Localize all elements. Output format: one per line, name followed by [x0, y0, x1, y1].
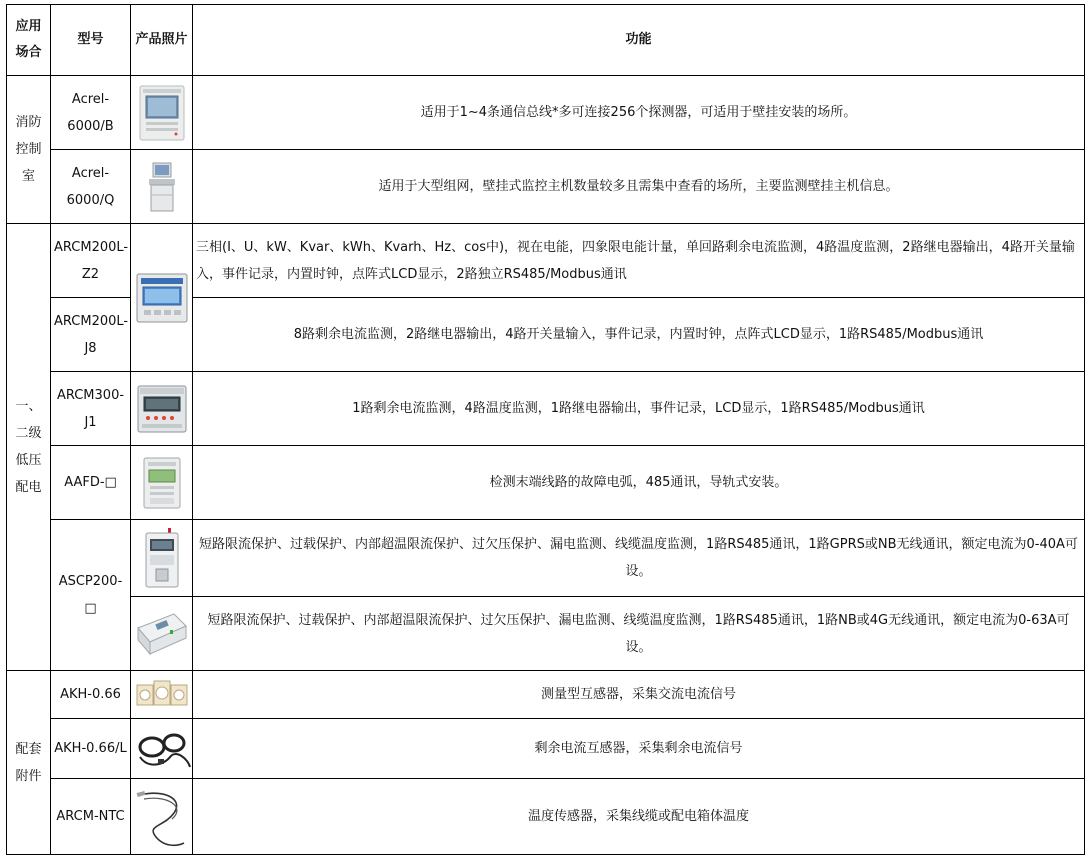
function-cell: 测量型互感器，采集交流电流信号	[193, 671, 1085, 719]
table-header-row	[7, 5, 1085, 76]
protector-horizontal-icon	[134, 606, 190, 662]
model-cell: AKH-0.66	[51, 671, 131, 719]
photo-cell	[131, 671, 193, 719]
model-cell: ASCP200-□	[51, 520, 131, 671]
table-row	[7, 372, 1085, 446]
header-photo: 产品照片	[131, 5, 193, 76]
table-row	[7, 224, 1085, 298]
table-row	[7, 520, 1085, 597]
protector-vertical-icon	[136, 527, 188, 589]
header-function: 功能	[193, 5, 1085, 76]
photo-cell	[131, 76, 193, 150]
category-accessories: 配套附件	[7, 671, 51, 855]
current-transformer-icon	[134, 675, 190, 715]
photo-cell	[131, 719, 193, 779]
model-cell: Acrel-6000/Q	[51, 150, 131, 224]
arc-detector-icon	[136, 454, 188, 512]
function-cell: 三相(I、U、kW、Kvar、kWh、Kvarh、Hz、cos中)，视在电能，四象限电能计量，单回路剩余电流监测，4路温度监测，2路继电器输出，4路开关量输入，事件记录，内置时钟，点阵式LCD显示，2路独立RS485/Modbus通讯	[193, 224, 1085, 298]
photo-cell	[131, 372, 193, 446]
function-cell: 检测末端线路的故障电弧，485通讯，导轨式安装。	[193, 446, 1085, 520]
photo-cell	[131, 446, 193, 520]
table-row	[7, 779, 1085, 855]
model-cell: AKH-0.66/L	[51, 719, 131, 779]
function-cell: 短路限流保护、过载保护、内部超温限流保护、过欠压保护、漏电监测、线缆温度监测，1路RS485通讯，1路NB或4G无线通讯，额定电流为0-63A可设。	[193, 597, 1085, 671]
temperature-sensor-icon	[134, 785, 190, 849]
table-row	[7, 76, 1085, 150]
function-cell: 剩余电流互感器，采集剩余电流信号	[193, 719, 1085, 779]
table-row	[7, 597, 1085, 671]
model-cell: ARCM-NTC	[51, 779, 131, 855]
photo-cell	[131, 520, 193, 597]
function-cell: 短路限流保护、过载保护、内部超温限流保护、过欠压保护、漏电监测、线缆温度监测，1路RS485通讯，1路GPRS或NB无线通讯，额定电流为0-40A可设。	[193, 520, 1085, 597]
function-cell: 1路剩余电流监测，4路温度监测，1路继电器输出，事件记录，LCD显示，1路RS485/Modbus通讯	[193, 372, 1085, 446]
table-row	[7, 446, 1085, 520]
table-row	[7, 719, 1085, 779]
product-spec-table	[6, 4, 1085, 855]
category-fire-control-room: 消防控制室	[7, 76, 51, 224]
table-row	[7, 150, 1085, 224]
wall-mounted-host-icon	[136, 84, 188, 142]
model-cell: Acrel-6000/B	[51, 76, 131, 150]
leakage-transformer-icon	[134, 727, 192, 771]
table-row	[7, 671, 1085, 719]
model-cell: AAFD-□	[51, 446, 131, 520]
header-model: 型号	[51, 5, 131, 76]
photo-cell	[131, 779, 193, 855]
photo-cell	[131, 597, 193, 671]
photo-cell	[131, 224, 193, 372]
function-cell: 8路剩余电流监测，2路继电器输出，4路开关量输入，事件记录，内置时钟，点阵式LCD显示，1路RS485/Modbus通讯	[193, 298, 1085, 372]
cabinet-host-icon	[142, 161, 182, 213]
function-cell: 适用于大型组网，壁挂式监控主机数量较多且需集中查看的场所，主要监测壁挂主机信息。	[193, 150, 1085, 224]
panel-meter-icon	[134, 271, 190, 325]
category-distribution: 一、二级低压配电	[7, 224, 51, 671]
photo-cell	[131, 150, 193, 224]
model-cell: ARCM200L-J8	[51, 298, 131, 372]
function-cell: 适用于1~4条通信总线*多可连接256个探测器，可适用于壁挂安装的场所。	[193, 76, 1085, 150]
model-cell: ARCM300-J1	[51, 372, 131, 446]
model-cell: ARCM200L-Z2	[51, 224, 131, 298]
din-rail-meter-icon	[134, 380, 190, 438]
header-category: 应用场合	[7, 5, 51, 76]
function-cell: 温度传感器，采集线缆或配电箱体温度	[193, 779, 1085, 855]
